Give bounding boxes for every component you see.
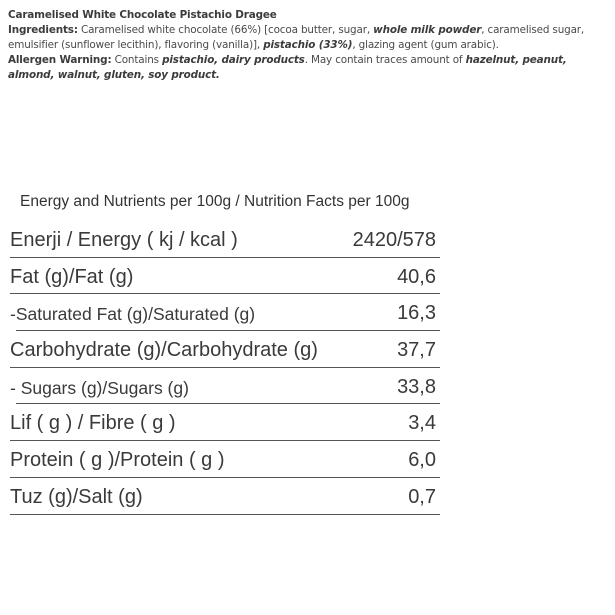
allergen-text xyxy=(8,53,608,83)
nutrition-row-fat xyxy=(10,262,440,299)
ingredients-milk-powder: whole milk powder xyxy=(373,24,482,36)
product-info xyxy=(8,8,608,83)
nutrition-value: 16,3 xyxy=(397,302,436,325)
ingredients-text xyxy=(8,23,608,53)
row-underline xyxy=(10,477,440,478)
row-underline xyxy=(10,514,440,515)
nutrition-value: 3,4 xyxy=(408,412,436,435)
nutrition-caption: Energy and Nutrients per 100g / Nutrition Facts per 100g xyxy=(20,193,410,210)
row-underline xyxy=(10,293,440,294)
nutrition-table xyxy=(10,225,440,519)
nutrition-row-protein xyxy=(10,445,440,482)
nutrition-value: 33,8 xyxy=(397,375,436,398)
nutrition-value: 37,7 xyxy=(397,339,436,362)
nutrition-label: Enerji / Energy ( kj / kcal ) xyxy=(10,229,238,251)
nutrition-label: -Saturated Fat (g)/Saturated (g) xyxy=(10,304,256,325)
nutrition-label: - Sugars (g)/Sugars (g) xyxy=(10,377,189,398)
ingredients-part-3: , glazing agent (gum arabic). xyxy=(352,39,499,51)
nutrition-label: Protein ( g )/Protein ( g ) xyxy=(10,449,225,472)
ingredients-part-2: , caramelised sugar, emulsifier (sunflower lecithin), flavoring (vanilla)], xyxy=(8,24,585,51)
row-underline xyxy=(10,257,440,258)
nutrition-value: 40,6 xyxy=(397,265,436,288)
nutrition-row-saturated-fat xyxy=(10,298,440,335)
allergen-part-2: . May contain traces amount of xyxy=(304,54,466,66)
nutrition-row-energy xyxy=(10,225,440,262)
nutrition-row-carbohydrate xyxy=(10,335,440,372)
ingredients-pistachio: pistachio (33%) xyxy=(263,39,353,51)
row-underline xyxy=(16,330,440,331)
nutrition-value: 6,0 xyxy=(408,449,436,472)
nutrition-label: Fat (g)/Fat (g) xyxy=(10,265,134,288)
allergen-contains: pistachio, dairy products xyxy=(162,54,305,66)
nutrition-value: 2420/578 xyxy=(352,229,436,251)
allergen-label: Allergen Warning: xyxy=(8,54,112,66)
ingredients-label: Ingredients: xyxy=(8,24,78,36)
row-underline xyxy=(10,367,440,368)
nutrition-row-sugars xyxy=(10,372,440,409)
row-underline xyxy=(16,403,440,404)
nutrition-value: 0,7 xyxy=(408,485,436,508)
nutrition-label: Lif ( g ) / Fibre ( g ) xyxy=(10,412,176,435)
nutrition-row-fibre xyxy=(10,408,440,445)
nutrition-label: Tuz (g)/Salt (g) xyxy=(10,485,143,508)
nutrition-label: Carbohydrate (g)/Carbohydrate (g) xyxy=(10,339,318,362)
row-underline xyxy=(10,440,440,441)
ingredients-part-1: Caramelised white chocolate (66%) [cocoa butter, sugar, xyxy=(77,24,374,36)
allergen-part-1: Contains xyxy=(111,54,163,66)
nutrition-row-salt xyxy=(10,482,440,519)
allergen-traces: hazelnut, peanut, almond, walnut, gluten, soy product. xyxy=(8,54,567,81)
product-title: Caramelised White Chocolate Pistachio Dragee xyxy=(8,9,277,21)
